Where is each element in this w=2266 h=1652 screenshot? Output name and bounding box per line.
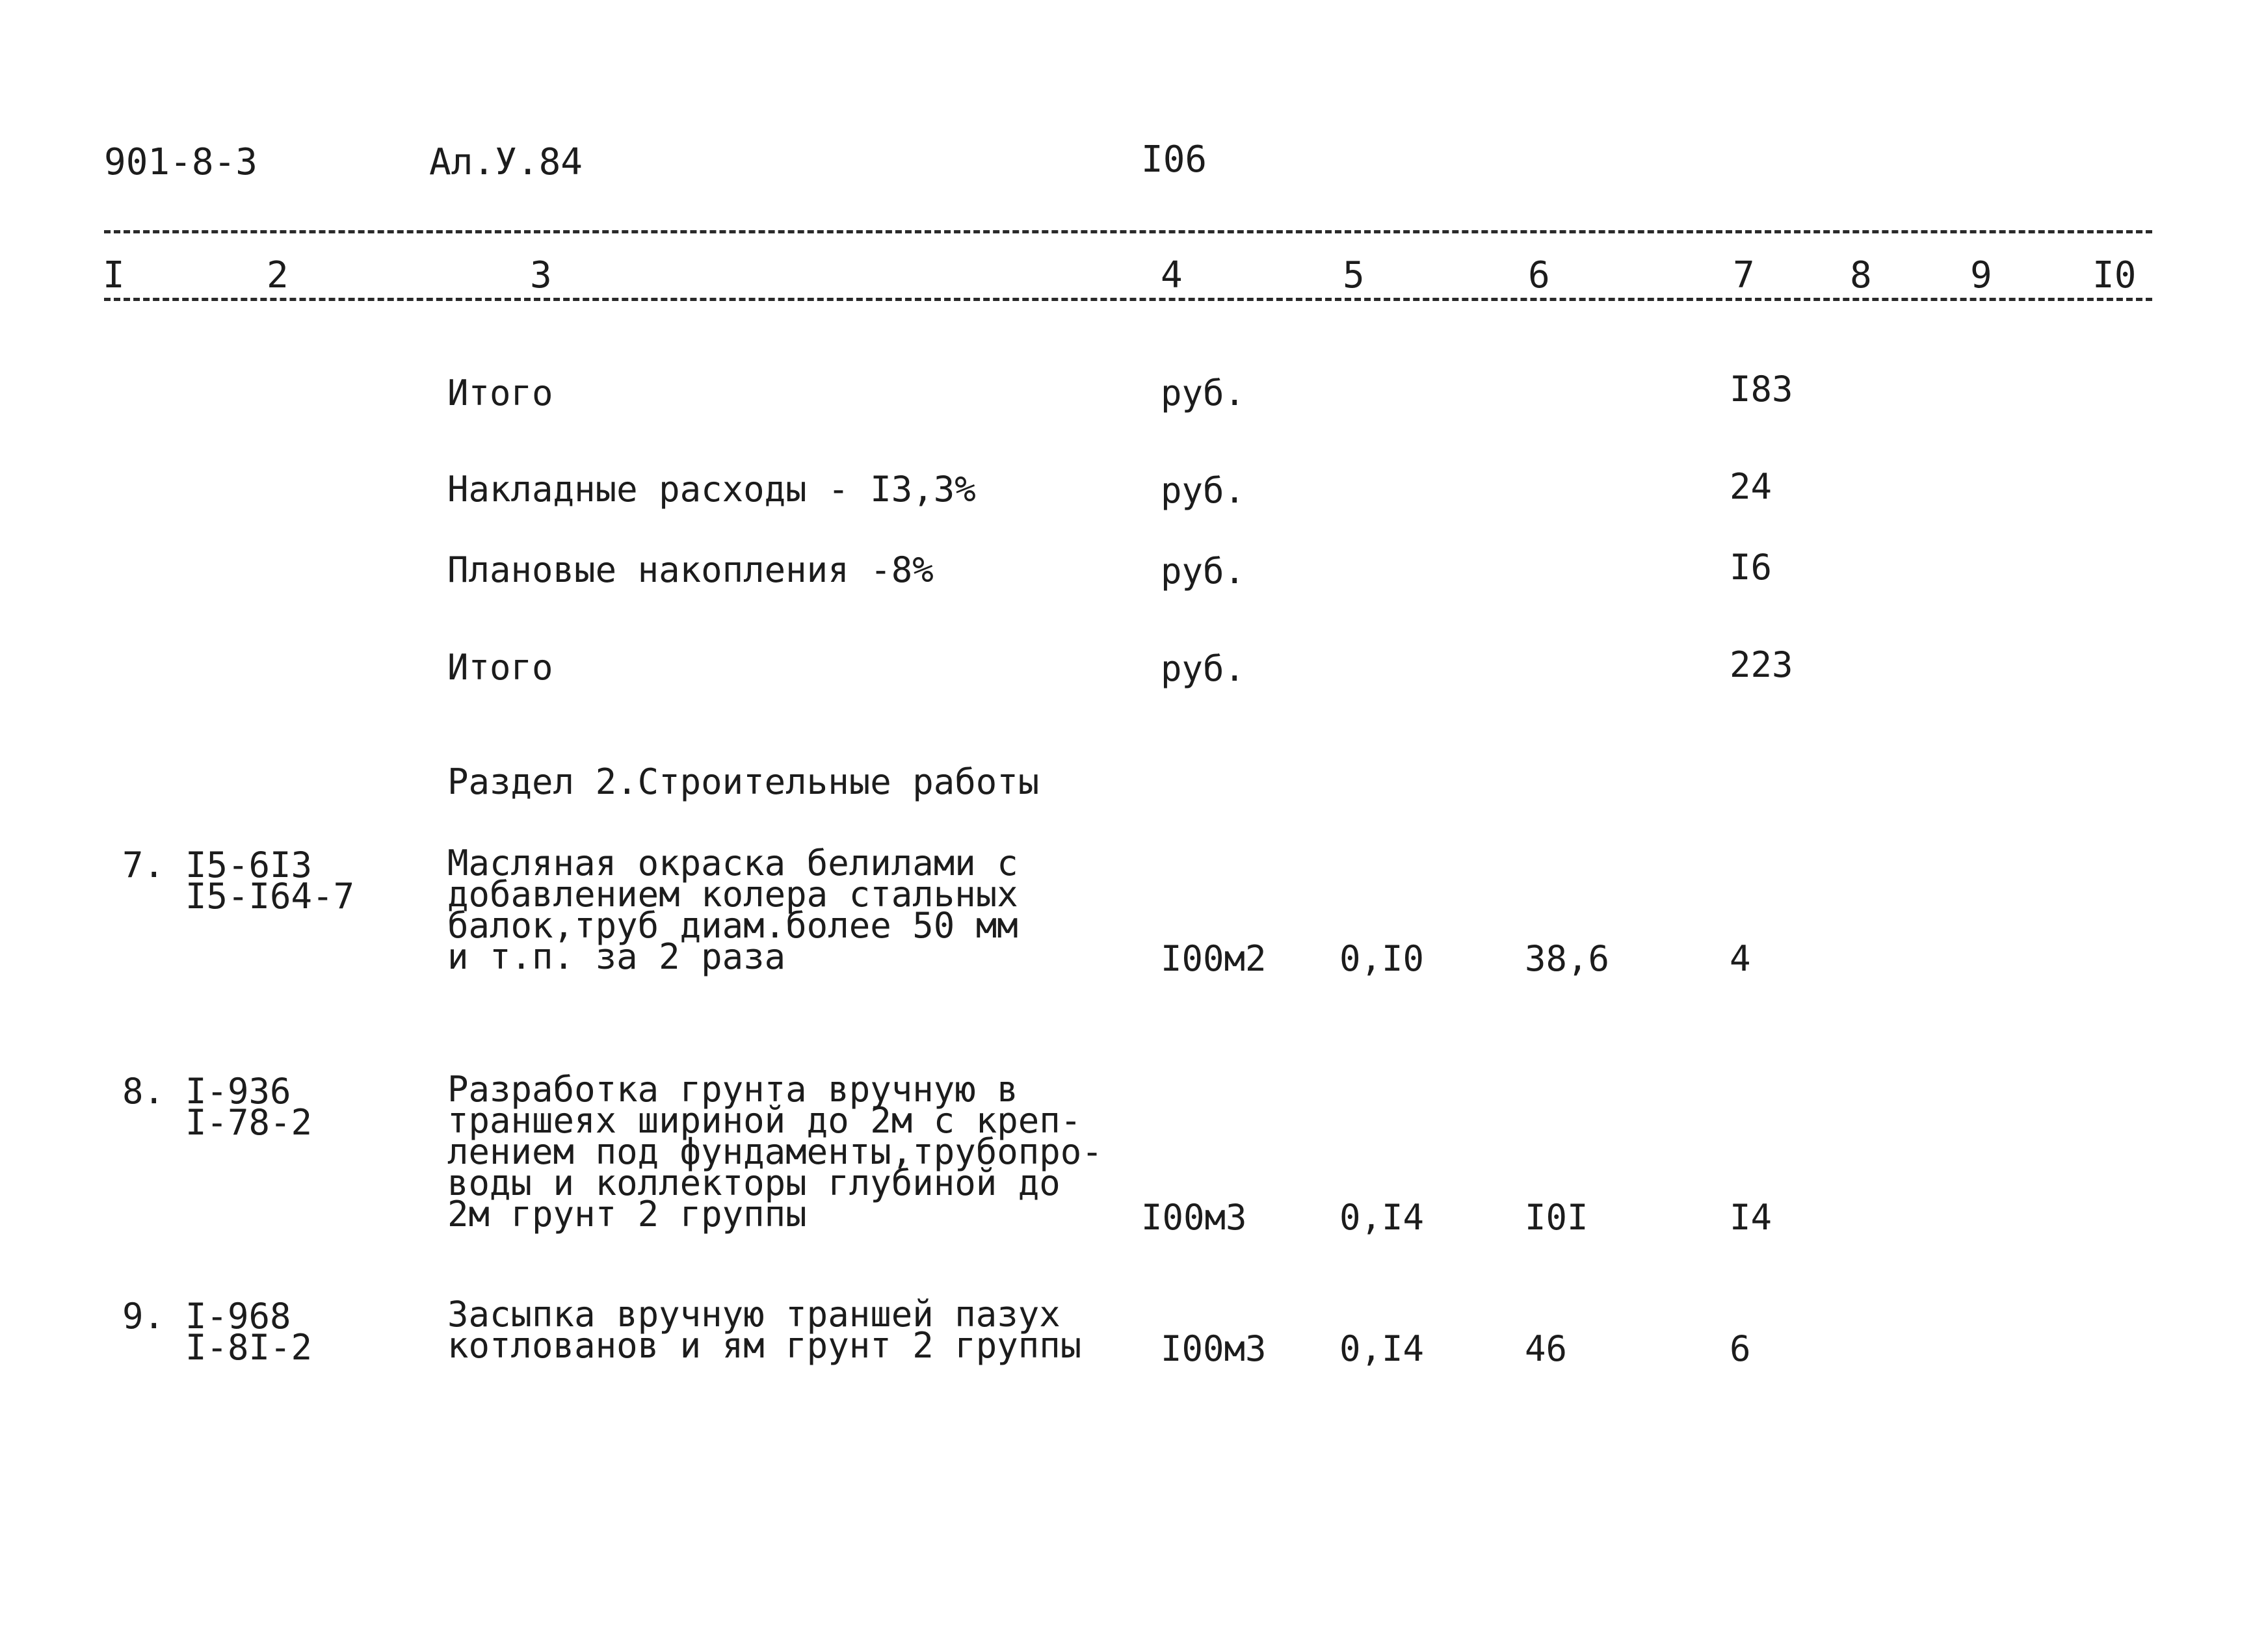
row-description-line: добавлением колера стальных	[447, 874, 1018, 915]
row-price: I0I	[1525, 1197, 1588, 1238]
row-code: I-936	[185, 1071, 291, 1112]
summary-label: Итого	[447, 647, 553, 688]
row-total: 4	[1730, 938, 1751, 979]
column-number-4: 4	[1161, 254, 1183, 296]
summary-label: Плановые накопления -8%	[447, 549, 934, 590]
summary-label: Итого	[447, 373, 553, 413]
column-number-6: 6	[1528, 254, 1550, 296]
column-number-2: 2	[267, 254, 289, 296]
column-number-7: 7	[1733, 254, 1755, 296]
row-description-line: 2м грунт 2 группы	[447, 1194, 807, 1235]
row-number: 7.	[122, 845, 165, 885]
summary-total: I6	[1730, 547, 1772, 588]
column-number-3: 3	[530, 254, 552, 296]
column-number-8: 8	[1850, 254, 1872, 296]
row-unit: I00м2	[1161, 938, 1267, 979]
column-number-10: I0	[2092, 254, 2137, 296]
summary-unit: руб.	[1161, 551, 1246, 592]
summary-total: 223	[1730, 644, 1793, 685]
summary-total: I83	[1730, 369, 1793, 410]
column-number-1: I	[103, 254, 125, 296]
row-code: I5-I64-7	[185, 876, 355, 917]
summary-unit: руб.	[1161, 373, 1246, 413]
column-number-9: 9	[1970, 254, 1992, 296]
row-price: 46	[1525, 1328, 1568, 1369]
row-description-line: воды и коллекторы глубиной до	[447, 1162, 1061, 1203]
table-header-rule	[104, 298, 2152, 301]
row-code: I-78-2	[185, 1102, 313, 1143]
section-title: Раздел 2.Строительные работы	[447, 761, 1040, 802]
row-quantity: 0,I0	[1339, 938, 1425, 979]
row-total: 6	[1730, 1328, 1751, 1369]
row-quantity: 0,I4	[1339, 1197, 1425, 1238]
table-top-rule	[104, 230, 2152, 233]
summary-unit: руб.	[1161, 470, 1246, 511]
row-description-line: Разработка грунта вручную в	[447, 1069, 1018, 1110]
row-unit: I00м3	[1161, 1328, 1267, 1369]
summary-total: 24	[1730, 466, 1772, 507]
row-unit: I00м3	[1141, 1197, 1247, 1238]
row-number: 9.	[122, 1296, 165, 1337]
page-number: I06	[1141, 138, 1207, 181]
row-total: I4	[1730, 1197, 1772, 1238]
column-number-5: 5	[1343, 254, 1365, 296]
row-number: 8.	[122, 1071, 165, 1112]
row-description-line: котлованов и ям грунт 2 группы	[447, 1325, 1082, 1366]
row-description-line: траншеях шириной до 2м с креп-	[447, 1100, 1082, 1141]
row-code: I5-6I3	[185, 845, 313, 885]
row-price: 38,6	[1525, 938, 1610, 979]
summary-label: Накладные расходы - I3,3%	[447, 469, 976, 510]
album-number: Ал.У.84	[429, 141, 583, 183]
row-code: I-8I-2	[185, 1327, 313, 1368]
summary-unit: руб.	[1161, 648, 1246, 689]
row-description-line: и т.п. за 2 раза	[447, 936, 786, 977]
row-description-line: Засыпка вручную траншей пазух	[447, 1294, 1061, 1335]
document-code: 901-8-3	[104, 141, 258, 183]
row-description-line: балок,труб диам.более 50 мм	[447, 905, 1018, 946]
row-quantity: 0,I4	[1339, 1328, 1425, 1369]
row-code: I-968	[185, 1296, 291, 1337]
row-description-line: лением под фундаменты,трубопро-	[447, 1131, 1103, 1172]
row-description-line: Масляная окраска белилами с	[447, 843, 1018, 884]
